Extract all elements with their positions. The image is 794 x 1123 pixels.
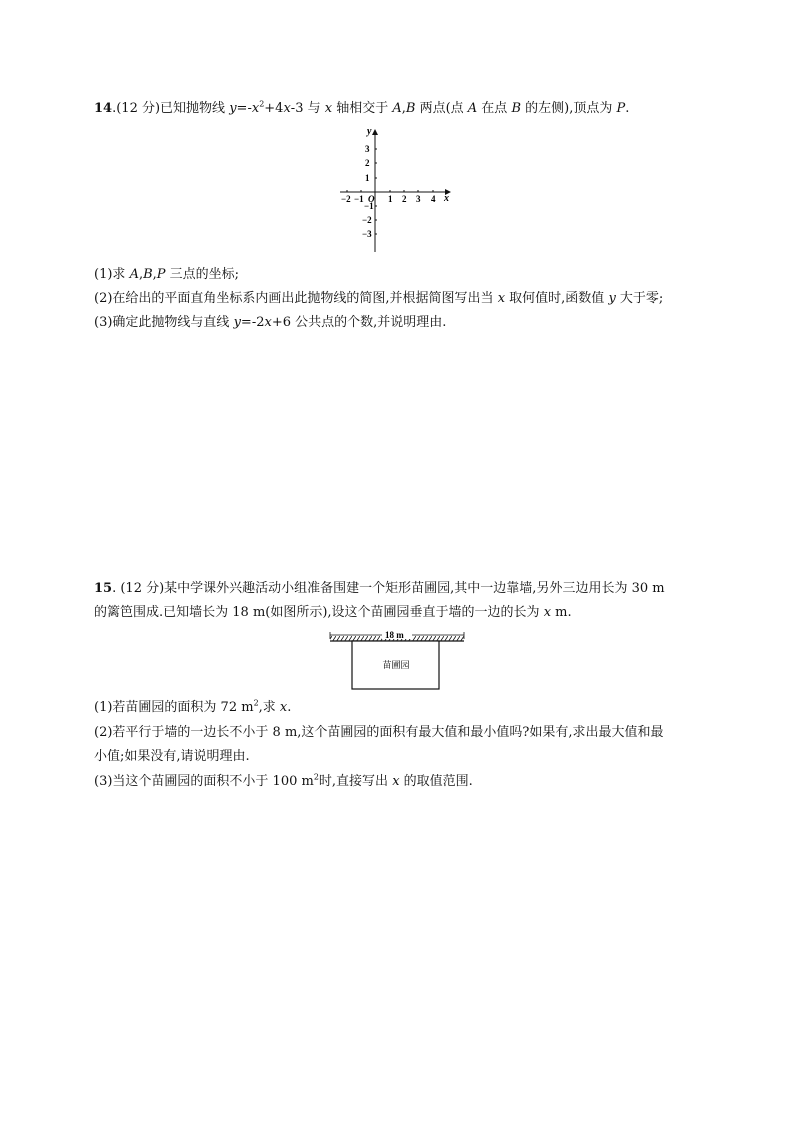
math-variable: B	[405, 101, 416, 116]
text-segment: (1)若苗圃园的面积为 72 m	[94, 700, 254, 715]
math-variable: A	[129, 267, 139, 282]
y-tick-label: 3	[365, 144, 370, 154]
y-tick-label: 2	[365, 158, 370, 168]
text-segment: 的取值范围.	[399, 774, 473, 789]
garden-label: 苗圃园	[382, 660, 410, 670]
x-tick-label: −1	[354, 194, 364, 204]
q15-stem-line1	[94, 580, 665, 598]
text-segment: =-2	[240, 315, 265, 330]
q15-sub2-line1	[94, 724, 664, 742]
q14-coordinate-graph	[338, 124, 458, 256]
text-segment: ,	[401, 101, 406, 116]
text-segment: ,	[152, 267, 157, 282]
text-segment: =-	[236, 101, 252, 116]
q15-sub1	[94, 699, 291, 717]
text-segment: m.	[551, 605, 572, 620]
text-segment: 三点的坐标;	[165, 267, 240, 282]
q14-sub1	[94, 266, 239, 284]
q15-sub2-line2	[94, 748, 250, 766]
math-variable: x	[324, 101, 333, 116]
text-segment: 的左侧),顶点为	[521, 101, 617, 116]
text-segment: .	[287, 700, 292, 715]
text-segment: 大于零;	[615, 291, 664, 306]
text-segment: .	[625, 101, 630, 116]
x-tick-label: 3	[416, 194, 421, 204]
y-tick-label: −2	[362, 215, 372, 225]
text-segment: (2)若平行于墙的一边长不小于 8 m,这个苗圃园的面积有最大值和最小值吗?如果有,求出最大值和最	[94, 725, 664, 740]
math-variable: x	[279, 700, 288, 715]
text-segment: (3)当这个苗圃园的面积不小于 100 m	[94, 774, 314, 789]
math-variable: B	[143, 267, 153, 282]
text-segment: ,求	[258, 700, 280, 715]
y-tick-label: −1	[364, 201, 374, 211]
text-segment: . (12 分)某中学课外兴趣活动小组准备围建一个矩形苗圃园,其中一边靠墙,另外三边用长为 30 m	[112, 581, 665, 596]
q14-stem	[94, 100, 629, 118]
text-segment: 轴相交于	[332, 101, 393, 116]
origin-label: O	[368, 194, 375, 204]
x-axis-label: x	[444, 193, 449, 204]
q15-number: 15	[94, 581, 113, 596]
math-variable: A	[467, 101, 478, 116]
math-variable: x	[497, 291, 506, 306]
text-segment: 取何值时,函数值	[505, 291, 609, 306]
text-segment: 的篱笆围成.已知墙长为 18 m(如图所示),设这个苗圃园垂直于墙的一边的长为	[94, 605, 544, 620]
y-tick-label: 1	[365, 173, 370, 183]
q14-sub3	[94, 314, 446, 332]
q15-sub3	[94, 773, 473, 791]
math-variable: y	[608, 291, 616, 306]
math-variable: P	[616, 101, 626, 116]
x-tick-label: −2	[341, 194, 351, 204]
math-variable: y	[233, 315, 241, 330]
superscript: 2	[253, 698, 259, 708]
text-segment: 小值;如果没有,请说明理由.	[94, 749, 250, 764]
q15-stem-line2	[94, 604, 572, 622]
text-segment: 时,直接写出	[318, 774, 393, 789]
q15-garden-figure	[328, 630, 468, 692]
q14-sub2	[94, 290, 663, 308]
math-variable: A	[392, 101, 402, 116]
text-segment: ,	[138, 267, 144, 282]
text-segment: -3 与	[290, 101, 325, 116]
text-segment: (1)求	[94, 267, 130, 282]
x-tick-label: 1	[388, 194, 393, 204]
text-segment: +6 公共点的个数,并说明理由.	[271, 315, 447, 330]
math-variable: x	[543, 605, 552, 620]
math-variable: x	[392, 774, 400, 789]
superscript: 2	[259, 99, 265, 109]
math-variable: B	[511, 101, 521, 116]
q14-number: 14	[94, 101, 113, 116]
math-variable: y	[229, 101, 237, 116]
text-segment: .(12 分)已知抛物线	[112, 101, 230, 116]
text-segment: (2)在给出的平面直角坐标系内画出此抛物线的简图,并根据简图写出当	[94, 291, 498, 306]
math-variable: x	[251, 101, 260, 116]
text-segment: +4	[264, 101, 284, 116]
superscript: 2	[313, 772, 319, 782]
x-tick-label: 4	[431, 194, 436, 204]
text-segment: (3)确定此抛物线与直线	[94, 315, 234, 330]
y-axis-label: y	[367, 126, 372, 137]
y-tick-label: −3	[362, 229, 372, 239]
x-tick-label: 2	[402, 194, 407, 204]
text-segment: 两点(点	[415, 101, 468, 116]
math-variable: x	[283, 101, 291, 116]
math-variable: P	[156, 267, 166, 282]
text-segment: 在点	[477, 101, 512, 116]
wall-length-label: 18 m	[385, 630, 404, 640]
math-variable: x	[264, 315, 272, 330]
